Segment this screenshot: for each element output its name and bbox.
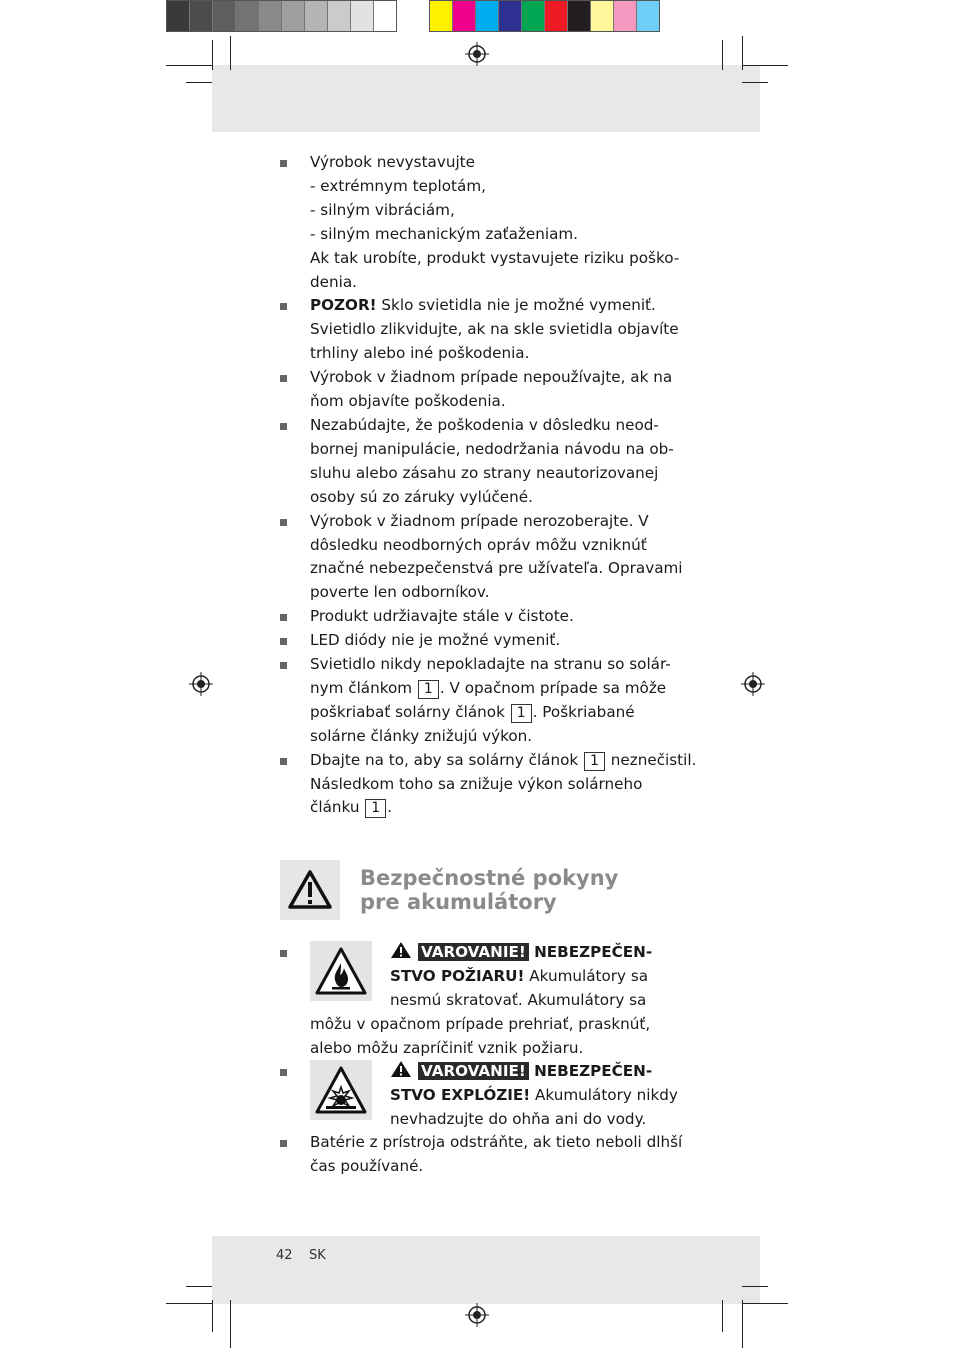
warning-label: VAROVANIE! [418, 1062, 529, 1080]
list-item: Produkt udržiavajte stále v čistote. [280, 605, 680, 629]
color-swatch [167, 1, 190, 31]
color-swatch [453, 1, 476, 31]
process-color-swatches [429, 0, 660, 32]
warning-sign-icon [390, 1060, 412, 1078]
color-swatch [591, 1, 614, 31]
registration-mark-top [465, 42, 489, 66]
header-band [212, 65, 760, 132]
list-item: Svietidlo nikdy nepokladajte na stranu so solár- nym článkom 1 . V opačnom prípade sa môže poškriabať solárny článok 1 . Poškriabané solárne články znižujú výkon. [280, 653, 680, 749]
list-item: Výrobok nevystavujte - extrémnym teplotám, - silným vibráciám, - silným mechanickým zaťaženiam. Ak tak urobíte, produkt vystavujete riziku poško- denia. [280, 151, 680, 294]
grayscale-swatches [166, 0, 397, 32]
list-item: POZOR! Sklo svietidla nie je možné vymeniť. Svietidlo zlikvidujte, ak na skle svietidla objavíte trhliny alebo iné poškodenia. [280, 294, 680, 366]
bullet [280, 160, 287, 167]
part-reference: 1 [584, 752, 605, 771]
part-reference: 1 [365, 799, 386, 818]
warning-label: VAROVANIE! [418, 943, 529, 961]
color-swatch [637, 1, 659, 31]
bullet [280, 519, 287, 526]
part-reference: 1 [511, 704, 532, 723]
color-calibration-bar [166, 0, 660, 32]
bullet [280, 375, 287, 382]
language-code: SK [309, 1248, 326, 1263]
color-swatch [545, 1, 568, 31]
warning-triangle-icon [280, 860, 340, 920]
color-swatch [351, 1, 374, 31]
color-swatch [614, 1, 637, 31]
bullet [280, 303, 287, 310]
color-swatch [190, 1, 213, 31]
list-item: Výrobok v žiadnom prípade nerozoberajte. V dôsledku neodborných opráv môžu vzniknúť značné nebezpečenstvá pre užívateľa. Opravami poverte len odborníkov. [280, 510, 680, 606]
bullet [280, 662, 287, 669]
registration-mark-left [189, 672, 213, 696]
list-item: Batérie z prístroja odstráňte, ak tieto neboli dlhší čas používané. [280, 1131, 680, 1179]
color-swatch [305, 1, 328, 31]
bullet [280, 758, 287, 765]
bullet [280, 950, 287, 957]
color-swatch [282, 1, 305, 31]
bullet [280, 423, 287, 430]
color-swatch [568, 1, 591, 31]
registration-mark-right [741, 672, 765, 696]
color-swatch [522, 1, 545, 31]
section-heading: Bezpečnostné pokyny pre akumulátory [360, 866, 619, 914]
bullet [280, 614, 287, 621]
bullet [280, 1069, 287, 1076]
safety-instructions [280, 151, 697, 820]
warning-fire-item: VAROVANIE! NEBEZPEČEN- STVO POŽIARU! Akumulátory sa nesmú skratovať. Akumulátory sa môžu v opačnom prípade prehriať, prasknúť, alebo môžu zapríčiniť vznik požiaru. [280, 941, 680, 1061]
color-swatch [236, 1, 259, 31]
list-item: Nezabúdajte, že poškodenia v dôsledku neod- bornej manipulácie, nedodržania návodu na ob- sluhu alebo zásahu zo strany neautorizovanej osoby sú zo záruky vylúčené. [280, 414, 680, 510]
part-reference: 1 [418, 680, 439, 699]
bullet [280, 1140, 287, 1147]
explosion-hazard-icon [310, 1060, 372, 1120]
color-swatch [499, 1, 522, 31]
safety-list [280, 151, 683, 653]
list-item: Výrobok v žiadnom prípade nepoužívajte, ak na ňom objavíte poškodenia. [280, 366, 680, 414]
fire-hazard-icon [310, 941, 372, 1001]
registration-mark-bottom [465, 1303, 489, 1327]
color-swatch [374, 1, 396, 31]
warning-sign-icon [390, 941, 412, 959]
color-swatch [213, 1, 236, 31]
bullet [280, 638, 287, 645]
list-item: Dbajte na to, aby sa solárny článok 1 neznečistil. Následkom toho sa znižuje výkon solárneho článku 1 . [280, 749, 680, 821]
color-swatch [259, 1, 282, 31]
color-swatch [328, 1, 351, 31]
page-number: 42 [276, 1248, 293, 1263]
color-swatch [430, 1, 453, 31]
warning-explosion-item: VAROVANIE! NEBEZPEČEN- STVO EXPLÓZIE! Akumulátory nikdy nevhadzujte do ohňa ani do vody. [280, 1060, 680, 1132]
list-item: LED diódy nie je možné vymeniť. [280, 629, 680, 653]
footer-band [212, 1236, 760, 1304]
color-swatch [476, 1, 499, 31]
